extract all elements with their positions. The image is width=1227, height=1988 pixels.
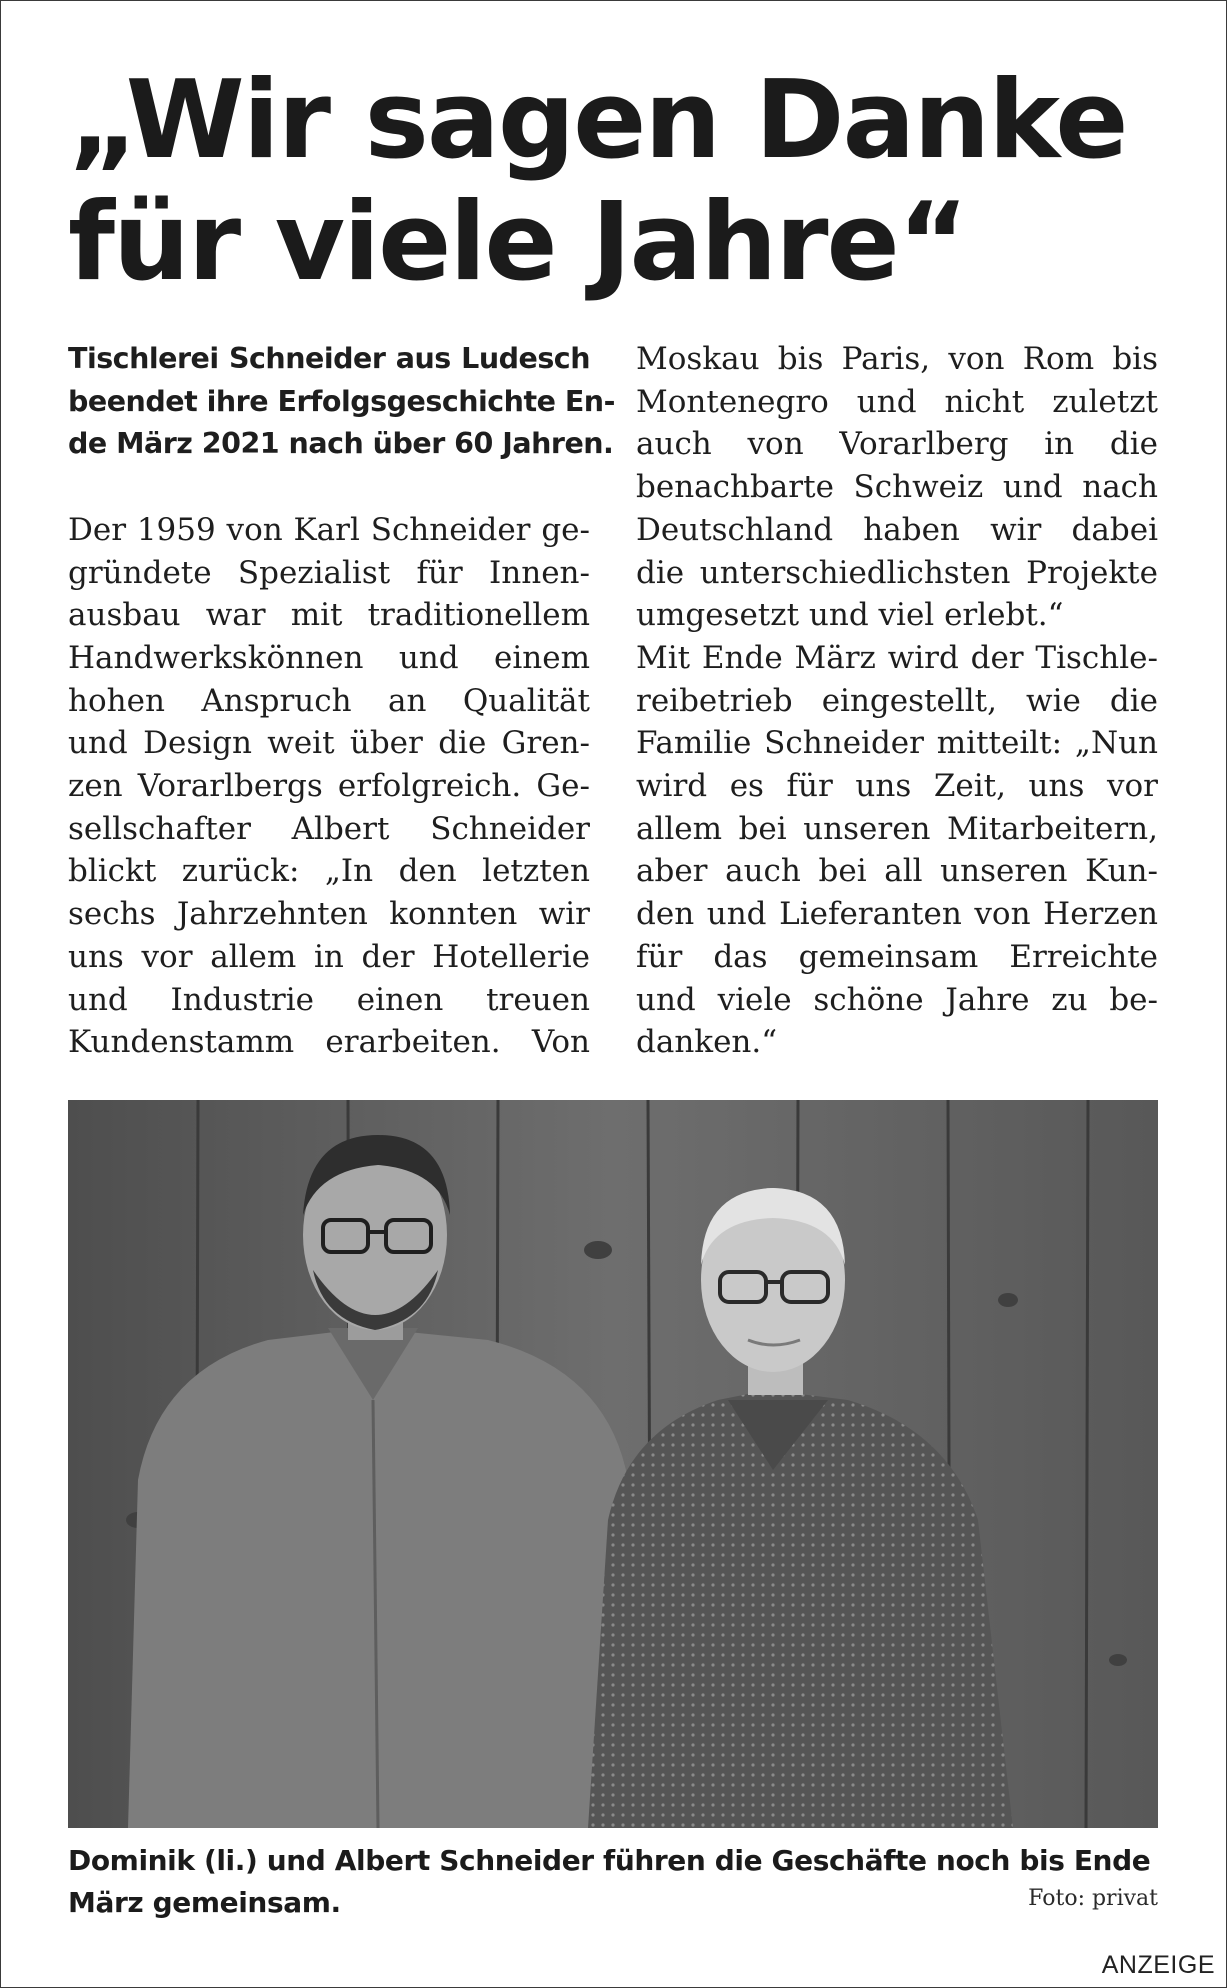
- body-line: benachbarte Schweiz und nach: [636, 469, 1158, 506]
- article-column-left: [68, 338, 615, 1064]
- body-line: Moskau bis Paris, von Rom bis: [636, 341, 1158, 377]
- body-line: auch von Vorarlberg in die: [636, 426, 1158, 463]
- body-line: gründete Spezialist für Innen-: [68, 554, 590, 591]
- ad-label: ANZEIGE: [1101, 1951, 1215, 1979]
- body-line: Familie Schneider mitteilt: „Nun: [636, 725, 1158, 762]
- photo-caption: Dominik (li.) und Albert Schneider führen die Geschäfte noch bis Ende März gemeinsam.: [68, 1844, 1151, 1919]
- photo-credit: Foto: privat: [1028, 1886, 1158, 1911]
- paragraph-gap: [68, 466, 590, 509]
- body-line: zen Vorarlbergs erfolgreich. Ge-: [68, 768, 590, 805]
- body-line: hohen Anspruch an Qualität: [68, 682, 590, 719]
- body-line: wird es für uns Zeit, uns vor: [636, 768, 1158, 805]
- body-line: Handwerkskönnen und einem: [68, 639, 590, 676]
- headline: [68, 60, 1168, 304]
- body-line: blickt zurück: „In den letzten: [68, 853, 590, 890]
- body-line: die unterschiedlichsten Projekte: [636, 554, 1158, 591]
- body-line: uns vor allem in der Hotellerie: [68, 938, 590, 975]
- body-line: und Industrie einen treuen: [68, 981, 590, 1018]
- body-line: den und Lieferanten von Herzen: [636, 896, 1158, 933]
- body-line: für das gemeinsam Erreichte: [636, 938, 1158, 975]
- body-line: danken.“: [636, 1024, 778, 1061]
- body-line: Kundenstamm erarbeiten. Von: [68, 1024, 590, 1061]
- body-line: und Design weit über die Gren-: [68, 725, 590, 762]
- headline-line-1: „Wir sagen Danke: [68, 58, 1127, 183]
- portrait-photo: [68, 1100, 1158, 1828]
- lead-line: Tischlerei Schneider aus Ludesch: [68, 342, 590, 375]
- body-line: und viele schöne Jahre zu be-: [636, 981, 1158, 1018]
- body-line: sechs Jahrzehnten konnten wir: [68, 896, 590, 933]
- lead-line: beendet ihre Erfolgsgeschichte En-: [68, 384, 615, 418]
- article-column-right: [636, 338, 1158, 1064]
- body-line: Deutschland haben wir dabei: [636, 511, 1158, 548]
- body-line: sellschafter Albert Schneider: [68, 810, 590, 847]
- headline-line-2: für viele Jahre“: [68, 180, 967, 305]
- body-line: Der 1959 von Karl Schneider ge-: [68, 511, 590, 548]
- body-line: allem bei unseren Mitarbeitern,: [636, 810, 1158, 847]
- article-lead: [68, 338, 615, 466]
- body-line: ausbau war mit traditionellem: [68, 597, 590, 634]
- article-body-left: [68, 509, 590, 1064]
- body-line: aber auch bei all unseren Kun-: [636, 853, 1158, 890]
- body-line: Mit Ende März wird der Tischle-: [636, 639, 1158, 676]
- body-line: Montenegro und nicht zuletzt: [636, 383, 1158, 420]
- lead-line: de März 2021 nach über 60 Jahren.: [68, 427, 614, 461]
- body-line: reibetrieb eingestellt, wie die: [636, 682, 1158, 719]
- body-line: umgesetzt und viel erlebt.“: [636, 597, 1064, 634]
